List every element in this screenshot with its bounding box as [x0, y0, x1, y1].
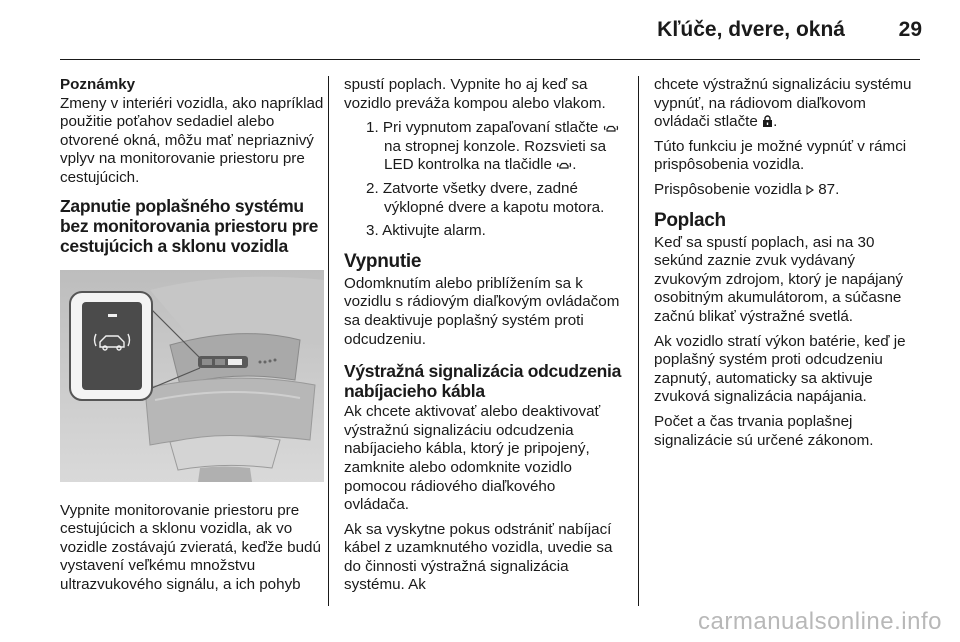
paragraph-cable-2: Ak sa vyskytne pokus odstrániť nabíjací kábel z uzamknutého vozidla, uvedie sa do činnosti výstražná signalizácia systému. Ak	[344, 520, 613, 594]
note-title: Poznámky	[60, 76, 136, 93]
note-text: Zmeny v interiéri vozidla, ako napríklad použitie poťahov sedadiel alebo otvorené okná, môžu mať nepriaznivý vplyv na monitorovanie priestoru pre cestujúcich.	[60, 94, 324, 186]
paragraph-continued: spustí poplach. Vypnite ho aj keď sa vozidlo preváža kompou alebo vlakom.	[344, 76, 606, 112]
paragraph-alarm-2: Ak vozidlo stratí výkon batérie, keď je poplašný systém proti odcudzeniu zapnutý, automaticky sa aktivuje zvuková signalizácia napájania.	[654, 332, 906, 406]
page-reference-arrow-icon	[806, 185, 814, 195]
column-1	[60, 76, 328, 601]
section-heading-off: Vypnutie	[344, 250, 422, 272]
page-title: Kľúče, dvere, okná	[657, 18, 845, 41]
lock-icon	[762, 115, 773, 127]
paragraph-cable-continued: chcete výstražnú signalizáciu systému vypnúť, na rádiovom diaľkovom ovládači stlačte .	[654, 76, 912, 131]
step-1: 1. Pri vypnutom zapaľovaní stlačte na stropnej konzole. Rozsvieti sa LED kontrolka na tlačidle .	[366, 119, 624, 175]
page-header	[0, 0, 960, 60]
watermark: carmanualsonline.info	[698, 608, 942, 635]
paragraph-alarm-3: Počet a čas trvania poplašnej signalizácie sú určené zákonom.	[654, 412, 874, 449]
section-heading-no-monitoring: Zapnutie poplašného systému bez monitorovania priestoru pre cestujúcich a sklonu vozidla	[60, 195, 319, 256]
paragraph-no-monitoring: Vypnite monitorovanie priestoru pre cestujúcich a sklonu vozidla, ak vo vozidle zostávajú zvieratá, keďže budú vystavení veľkému množstvu ultrazvukového signálu, a ich pohyb	[60, 501, 321, 593]
paragraph-alarm-1: Keď sa spustí poplach, asi na 30 sekúnd zaznie zvuk vydávaný zvukovým zdrojom, ktorý je napájaný osobitným akumulátorom, a súčasne začnú blikať výstražné svetlá.	[654, 233, 904, 325]
steps-list	[344, 119, 624, 241]
column-3	[654, 76, 924, 456]
paragraph-cable-1: Ak chcete aktivovať alebo deaktivovať výstražnú signalizáciu odcudzenia nabíjacieho kábla, ktorý je pripojený, zamknite alebo odomknite vozidlo pomocou rádiového diaľkového ovládača.	[344, 403, 601, 514]
car-alarm-icon	[556, 160, 572, 170]
step-3: 3. Aktivujte alarm.	[366, 222, 486, 240]
car-alarm-icon	[603, 123, 619, 133]
step-2: 2. Zatvorte všetky dvere, zadné výklopné dvere a kapotu motora.	[366, 179, 605, 216]
section-heading-cable: Výstražná signalizácia odcudzenia nabíjacieho kábla	[344, 361, 622, 402]
header-rule	[60, 59, 920, 60]
column-divider-1	[328, 76, 329, 606]
page-number: 29	[898, 18, 922, 41]
column-divider-2	[638, 76, 639, 606]
paragraph-customization: Túto funkciu je možné vypnúť v rámci prispôsobenia vozidla.	[654, 137, 907, 174]
column-2	[344, 76, 624, 601]
roof-console-illustration	[60, 270, 324, 482]
paragraph-off: Odomknutím alebo priblížením sa k vozidlu s rádiovým diaľkovým ovládačom sa deaktivuje poplašný systém proti odcudzeniu.	[344, 274, 620, 348]
paragraph-reference: Prispôsobenie vozidla 87.	[654, 180, 840, 198]
section-heading-alarm: Poplach	[654, 209, 726, 231]
roof-console-figure	[60, 270, 324, 482]
